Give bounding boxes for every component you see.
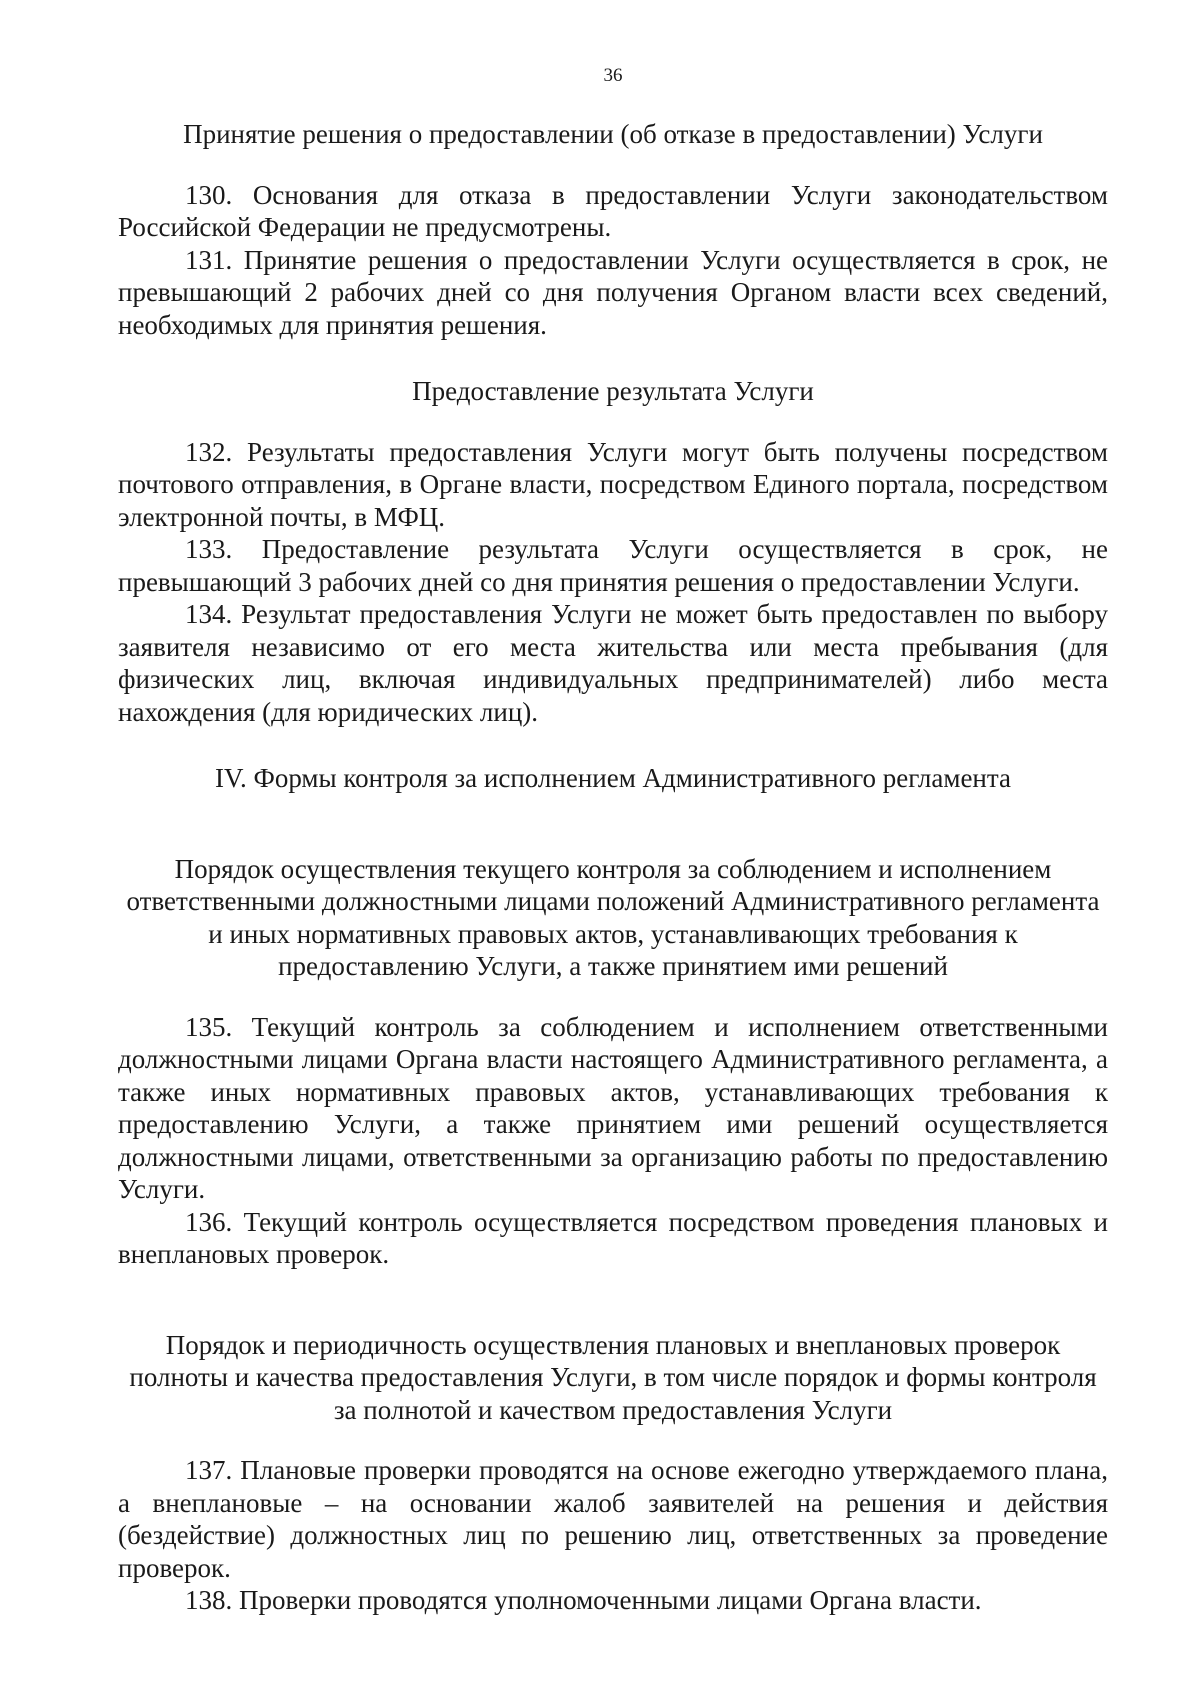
heading-line: полноты и качества предоставления Услуги, в том числе порядок и формы контроля [129,1362,1097,1392]
paragraph-132: 132. Результаты предоставления Услуги могут быть получены посредством почтового отправления, в Органе власти, посредством Единого портала, посредством электронной почты, в МФЦ. [118,436,1108,532]
paragraph-134: 134. Результат предоставления Услуги не может быть предоставлен по выбору заявителя независимо от его места жительства или места пребывания (для физических лиц, включая индивидуальных предпринимателей) либо места нахождения (для юридических лиц). [118,599,1108,727]
heading-chapter-4: IV. Формы контроля за исполнением Административного регламента [214,763,1011,793]
heading-result: Предоставление результата Услуги [412,376,814,406]
paragraph-138: 138. Проверки проводятся уполномоченными лицами Органа власти. [185,1585,982,1615]
page-number: 36 [603,65,623,86]
paragraph-136: 136. Текущий контроль осуществляется посредством проведения плановых и внеплановых проверок. [118,1206,1108,1269]
heading-decision: Принятие решения о предоставлении (об отказе в предоставлении) Услуги [183,119,1043,149]
heading-line: и иных нормативных правовых актов, устанавливающих требования к [208,918,1018,949]
paragraph-133: 133. Предоставление результата Услуги осуществляется в срок, не превышающий 3 рабочих дней со дня принятия решения о предоставлении Услуги. [118,534,1108,597]
heading-current-control [118,853,1108,983]
heading-line: за полнотой и качеством предоставления Услуги [333,1394,893,1425]
heading-line: Порядок осуществления текущего контроля за соблюдением и исполнением [174,853,1052,884]
paragraph-130: 130. Основания для отказа в предоставлении Услуги законодательством Российской Федерации не предусмотрены. [118,179,1108,242]
paragraph-137: 137. Плановые проверки проводятся на основе ежегодно утверждаемого плана, а внеплановые – на основании жалоб заявителей на решения и действия (бездействие) должностных лиц по решению лиц, ответственных за проведение проверок. [118,1455,1108,1583]
heading-line: Порядок и периодичность осуществления плановых и внеплановых проверок [165,1329,1061,1360]
paragraph-135: 135. Текущий контроль за соблюдением и исполнением ответственными должностными лицами Органа власти настоящего Административного регламента, а также иных нормативных правовых актов, устанавливающих требования к предоставлению Услуги, а также принятием ими решений осуществляется должностными лицами, ответственными за организацию работы по предоставлению Услуги. [118,1011,1108,1204]
heading-line: предоставлению Услуги, а также принятием ими решений [278,951,948,981]
paragraph-131: 131. Принятие решения о предоставлении Услуги осуществляется в срок, не превышающий 2 рабочих дней со дня получения Органом власти всех сведений, необходимых для принятия решения. [118,244,1108,340]
heading-line: ответственными должностными лицами положений Административного регламента [126,886,1100,916]
heading-inspections [118,1329,1108,1427]
document-page [118,64,1108,1617]
